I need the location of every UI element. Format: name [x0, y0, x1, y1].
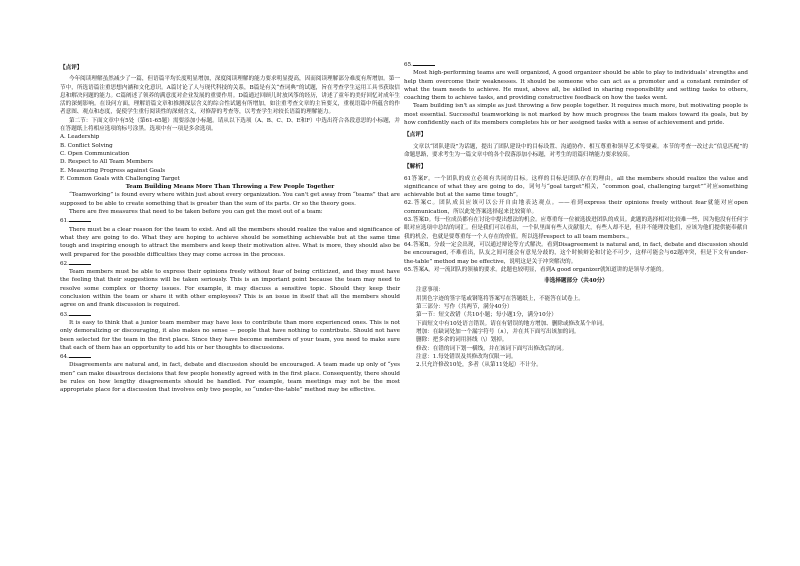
note-line: 第三部分：写作（共两节，满分40分）	[416, 304, 513, 311]
answer-64: 64.答案B。分歧一定会出现，可以通过辩论等方式解决。看到Disagreement is natural and, in fact, debate and discussion should be encouraged, 不难看出，队友之间可能会有意见分歧的，这个时候辩论和讨论不可少，这样可能会与62题冲突，但是下文有under-the-table” method may be effective，说明这是关于冲突解决的。	[404, 241, 748, 265]
question-65: 65.	[404, 60, 748, 69]
option-b: B. Conflict Solving	[60, 142, 113, 149]
paragraph-65: Most high-performing teams are well organized, A good organizer should be able to play to individuals' strengths and help them overcome their weaknesses. It should be someone who can act as a promoter and a constant reminder of what the team needs to achieve. He must, above all, be skilled in sharing responsibility and setting tasks to others, coaching them to achieve tasks, and providing constructive feedback on how the tasks went.	[404, 70, 748, 102]
right-column	[404, 60, 748, 369]
answer-blank	[69, 310, 91, 316]
paragraph-63: It is easy to think that a junior team member may have less to contribute than more experienced ones. This is not only demoralizing or discouraging, it also makes no sense — people that have nothing to contribute. Should not have been selected for the team in the first place. Since they have become members of your team, you need to make sure that each of them has an opportunity to add his or her thoughts to discussions.	[60, 319, 400, 351]
paragraph-61: There must be a clear reason for the team to exist. And all the members should realize the value and significance of what they are going to do. What they are hoping to achieve should be something achievable but at the same time tough and inspiring enough to attract the members and keep their motivation alive. What is more, they should also be well prepared for the possible difficulties they may come across in the process.	[60, 226, 400, 258]
option-c: C. Open Communication	[60, 150, 130, 157]
answer-blank	[69, 259, 91, 265]
section-title: 非选择题部分（共40分）	[544, 278, 608, 285]
comment-heading: 【点评】	[60, 65, 83, 71]
notes-block	[404, 286, 748, 369]
question-64: 64.	[60, 352, 400, 361]
paragraph-conclusion: Team building isn't as simple as just throwing a few people together. It requires much more, but motivating people is most essential. Successful teamworking is not marked by how much progress the team makes toward its goals, but by how confidently each of its members completes his or her assigned tasks with a sense of achievement and pride.	[404, 103, 748, 127]
answer-65: 65.答案A。对一流团队的领袖的要求。此题也较明显，看到A good organizer就知道讲的是领导才能的。	[404, 266, 668, 273]
option-e: E. Measuring Progress against Goals	[60, 167, 166, 174]
comment-heading-2: 【点评】	[404, 132, 427, 139]
answer-62: 62.答案C。团队成员应该可以公开自由地表达观点。——看到express their opinions freely without fear就能对应open communication，所以此处答案选择起来比较简单。	[404, 200, 748, 215]
note-line: 删除：把多余的词用斜线（\）划掉。	[416, 337, 508, 344]
answer-63: 63.答案D。每一位成员都有在讨论中提出想法的机会。应尊重每一位被选拔进团队的成员。此题的选择相对比较难一些，因为他没有任何字眼对应选项中总结的词汇。但是我们可以看出，一个队里面有些人贡献很大，有些人却不是，但并不能理没他们，应该为他们提供能奉献自我的机会，也就是要尊重每一个人存在的价值。所以选择respect to all team members.。	[404, 217, 748, 240]
paragraph-64: Disagreements are natural and, in fact, debate and discussion should be encouraged. A team made up only of “yes men” can make disastrous decisions that few people honestly agreed with in the first place. Consequently, there should be rules on how lengthy disagreements should be handled. For example, team meetings may not be the most appropriate place for a discussion that involves only two people, so “under-the-table” method may be effective.	[60, 362, 400, 394]
note-line: 下面短文中有10处语言错误。请在有错误的地方增加、删除或修改某个单词。	[416, 320, 608, 327]
section-instructions: 第二节：下面文章中有5处（第61-65题）需要添加小标题。请从以下选项（A、B、C、D、E和F）中选出符合各段意思的小标题，并在答题纸上将相应选项的标号涂黑。选项中有一项是多余选项。	[60, 117, 400, 133]
comment-paragraph-2: 文章以“团队建设”为话题，提出了团队建设中的目标设置、沟通协作、相互尊重和领导艺术等要素。本节的考查一改过去“信息匹配”的命题思路，要求考生为一篇文章中的各个段落添加小标题，对考生的语篇归纳能力要求较高。	[404, 143, 748, 158]
left-column	[60, 60, 400, 395]
option-d: D. Respect to All Team Members	[60, 159, 153, 166]
note-line: 注意：1.每处错误及其修改均仅限一词。	[416, 353, 517, 360]
question-61: 61.	[60, 216, 400, 225]
article-title: Team Building Means More Than Throwing a Few People Together	[125, 184, 335, 191]
article-intro: “Teamworking” is found every where within just about every organization. You can't get away from “teams” that are supposed to be able to create something that is greater than the sum of its parts. Or so the theory goes.	[60, 192, 400, 207]
note-line: 用黑色字迹的签字笔或钢笔将答案写在答题纸上，不能答在试卷上。	[416, 295, 584, 302]
answer-blank	[69, 352, 91, 358]
answer-blank	[413, 60, 435, 66]
paragraph-62: Team members must be able to express their opinions freely without fear of being criticized, and they must have the feeling that their suggestions will be taken seriously. This is an important point because the team may need to resolve some complex or thorny issues. For example, it may discuss a sensitive topic. Should they keep their conclusion within the team or share it with other employees? This is an issue in itself that all the members should agree on and frank discussion is required.	[60, 269, 400, 309]
option-a: A. Leadership	[60, 134, 100, 141]
option-f: F. Common Goals with Challenging Target	[60, 175, 180, 182]
comment-paragraph: 今年阅读理解虽然减少了一篇，但语篇平均长度明显增加，深度阅读理解的能力要求明显提高，因而阅读理解部分难度有所增加。第一节中，所选语篇注重思想内涵和文化意识。A篇讨论了人与现代科技的关系，B篇是有关“查词典”的试题，旨在考查学生运用工具书获取信息和解决问题的能力。C篇阐述了领养的满意度对企业发展的重要作用。D篇通过回顾儿时放风筝的经历，讲述了童年的美好回忆对成年生活的深刻影响。在设问方面，理解语篇文章和推测深层含义的综合性试题有所增加，如注重考查文章的主旨要义，重视语篇中所蕴含的作者意图、观点和态度，促使学生重行阅读性的深刻含义，对修辞的考查等，以考查学生对较长语篇的理解能力。	[60, 76, 400, 116]
note-line: 修改：在错的词下划一横线，并在该词下面写出修改后的词。	[416, 345, 568, 352]
note-line: 第一节：短文改错（共10小题；每小题1分，满分10分）	[416, 312, 557, 319]
answer-61: 61答案F。一个团队的成立必须有共同的目标。这样的目标是团队存在的理由。all the members should realize the value and significance of what they are going to do，词句与“goal target”相关，“common goal, challenging target”“对应something achievable but at the same time tough”。	[404, 175, 748, 199]
analysis-heading: 【解析】	[404, 164, 427, 171]
note-line: 增加：在缺词处加一个漏字符号（∧），并在其下面写出该加的词。	[416, 328, 580, 335]
note-line: 2.只允许修改10处，多者（从第11处起）不计分。	[416, 362, 542, 369]
question-62: 62.	[60, 259, 400, 268]
article-intro-2: There are five measures that need to be taken before you can get the most out of a team:	[68, 209, 323, 216]
question-63: 63.	[60, 310, 400, 319]
note-line: 注意事项：	[416, 287, 444, 294]
answer-blank	[69, 216, 91, 222]
